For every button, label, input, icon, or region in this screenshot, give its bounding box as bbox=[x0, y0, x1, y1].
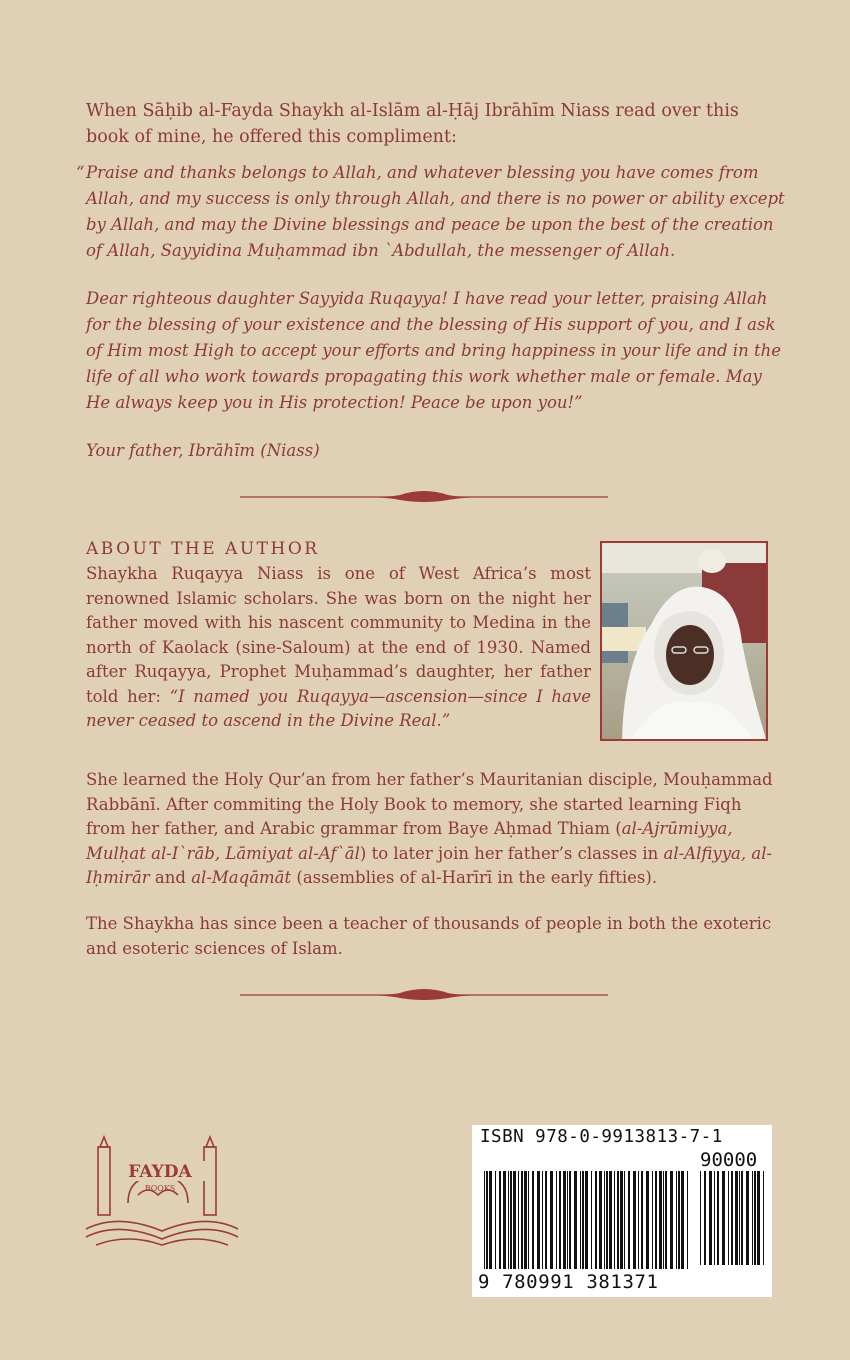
barcode-bar bbox=[714, 1171, 715, 1265]
barcode-bar bbox=[687, 1171, 688, 1269]
about-author-paragraph-2 bbox=[86, 768, 776, 891]
barcode-bar bbox=[752, 1171, 753, 1265]
barcode-bar bbox=[700, 1171, 701, 1265]
barcode-bar bbox=[567, 1171, 568, 1269]
author-photo bbox=[600, 541, 768, 741]
barcode-bar bbox=[595, 1171, 597, 1269]
barcode-bar bbox=[741, 1171, 743, 1265]
barcode-bar bbox=[763, 1171, 764, 1265]
barcode-bar bbox=[484, 1171, 485, 1269]
about-p1-quote: “I named you Ruqayya—ascension—since I have never ceased to ascend in the Divine Real.” bbox=[86, 686, 591, 730]
about-p2-text-c: and bbox=[149, 868, 192, 887]
barcode-bar bbox=[563, 1171, 566, 1269]
ean13-bars bbox=[484, 1171, 690, 1271]
barcode-bar bbox=[503, 1171, 506, 1269]
barcode-bar bbox=[757, 1171, 760, 1265]
barcode-bar bbox=[722, 1171, 725, 1265]
about-p2-text-d: (assemblies of al-Harīrī in the early fifties). bbox=[291, 868, 658, 887]
barcode-bar bbox=[633, 1171, 636, 1269]
barcode-digits: 9 780991 381371 bbox=[478, 1271, 659, 1293]
barcode-bar bbox=[628, 1171, 630, 1269]
barcode-bar bbox=[510, 1171, 512, 1269]
barcode-bar bbox=[508, 1171, 509, 1269]
barcode-bar bbox=[518, 1171, 519, 1269]
barcode-bar bbox=[709, 1171, 712, 1265]
quote-paragraph-1: Praise and thanks belongs to Allah, and whatever blessing you have comes from Allah, and my success is only through Allah, and there is no power or ability except by Allah, and may the Divine blessings and peace be upon the best of the creation of Allah, Sayyidina Muḥammad ibn `Abdullah, the messenger of Allah. bbox=[86, 163, 785, 260]
author-portrait-image bbox=[602, 543, 766, 739]
logo-books-text: BOOKS bbox=[144, 1184, 176, 1193]
logo-name-text: FAYDA bbox=[128, 1162, 192, 1182]
about-p1-text: Shaykha Ruqayya Niass is one of West Africa’s most renowned Islamic scholars. She was born on the night her father moved with his nascent community to Medina in the north of Kaolack (sine-Saloum) at the end of 1930. Named after Ruqayya, Prophet Muḥammad’s daughter, her father told her: bbox=[86, 564, 591, 706]
barcode-bar bbox=[599, 1171, 602, 1269]
quote-signature: Your father, Ibrāhīm (Niass) bbox=[86, 441, 320, 460]
isbn-barcode bbox=[472, 1125, 772, 1297]
barcode-bar bbox=[545, 1171, 547, 1269]
barcode-bar bbox=[495, 1171, 496, 1269]
barcode-bar bbox=[609, 1171, 612, 1269]
barcode-bar bbox=[704, 1171, 706, 1265]
barcode-bar bbox=[556, 1171, 557, 1269]
barcode-bar bbox=[646, 1171, 649, 1269]
about-author-paragraph-3: The Shaykha has since been a teacher of thousands of people in both the exoteric and esoteric sciences of Islam. bbox=[86, 914, 772, 958]
barcode-bar bbox=[528, 1171, 529, 1269]
barcode-bar bbox=[585, 1171, 588, 1269]
barcode-bar bbox=[591, 1171, 592, 1269]
barcode-bar bbox=[574, 1171, 577, 1269]
barcode-bar bbox=[739, 1171, 740, 1265]
barcode-bar bbox=[754, 1171, 756, 1265]
ornament-divider-top bbox=[240, 490, 608, 504]
barcode-bar bbox=[735, 1171, 738, 1265]
barcode-bar bbox=[532, 1171, 534, 1269]
barcode-bar bbox=[550, 1171, 553, 1269]
about-p2-text-b: ) to later join her father’s classes in bbox=[359, 843, 664, 863]
barcode-bar bbox=[580, 1171, 581, 1269]
about-p2-title-2: al-Alfiyya, al-Iḥmirār bbox=[86, 843, 773, 887]
barcode-bar bbox=[542, 1171, 543, 1269]
barcode-bar bbox=[486, 1171, 488, 1269]
barcode-bar bbox=[652, 1171, 653, 1269]
barcode-bar bbox=[641, 1171, 643, 1269]
barcode-bar bbox=[746, 1171, 749, 1265]
intro-text: When Sāḥib al-Fayda Shaykh al-Islām al-Ḥāj Ibrāhīm Niass read over this book of mine, he offered this compliment: bbox=[86, 101, 739, 147]
isbn-label: ISBN 978-0-9913813-7-1 bbox=[480, 1127, 723, 1147]
price-code: 90000 bbox=[700, 1149, 758, 1171]
barcode-bar bbox=[638, 1171, 639, 1269]
barcode-bar bbox=[606, 1171, 608, 1269]
barcode-bar bbox=[537, 1171, 540, 1269]
barcode-bar bbox=[663, 1171, 664, 1269]
fayda-books-logo bbox=[78, 1133, 246, 1263]
barcode-bar bbox=[559, 1171, 561, 1269]
barcode-bar bbox=[617, 1171, 619, 1269]
open-quote-mark: “ bbox=[76, 163, 85, 182]
barcode-bar bbox=[731, 1171, 733, 1265]
barcode-bar bbox=[655, 1171, 657, 1269]
barcode-bar bbox=[728, 1171, 729, 1265]
barcode-bar bbox=[659, 1171, 662, 1269]
quote-paragraph-2: Dear righteous daughter Sayyida Ruqayya! I have read your letter, praising Allah for the blessing of your existence and the blessing of His support of you, and I ask of Him most High to accept your efforts and bring happiness in your life and in the life of all who work towards propagating this work whether male or female. May He always keep you in His protection! Peace be upon you!” bbox=[86, 289, 781, 412]
barcode-bar bbox=[614, 1171, 615, 1269]
barcode-bar bbox=[670, 1171, 673, 1269]
barcode-bar bbox=[665, 1171, 667, 1269]
barcode-bar bbox=[499, 1171, 501, 1269]
about-p2-title-1: al-Ajrūmiyya, Mulḥat al-I`rāb, Lāmiyat al-Af`āl bbox=[86, 819, 733, 863]
barcode-bar bbox=[489, 1171, 492, 1269]
barcode-bar bbox=[513, 1171, 516, 1269]
about-author-heading: ABOUT THE AUTHOR bbox=[86, 539, 320, 559]
ornament-divider-bottom bbox=[240, 988, 608, 1002]
about-author-paragraph-1 bbox=[86, 562, 591, 734]
barcode-bar bbox=[624, 1171, 625, 1269]
barcode-bar bbox=[681, 1171, 684, 1269]
barcode-bar bbox=[569, 1171, 571, 1269]
barcode-bar bbox=[717, 1171, 719, 1265]
barcode-bar bbox=[524, 1171, 527, 1269]
barcode-bar bbox=[676, 1171, 677, 1269]
addon-bars bbox=[700, 1171, 766, 1267]
barcode-bar bbox=[604, 1171, 605, 1269]
barcode-bar bbox=[582, 1171, 584, 1269]
about-p2-title-3: al-Maqāmāt bbox=[191, 868, 292, 887]
niass-quote bbox=[76, 160, 786, 486]
barcode-bar bbox=[521, 1171, 523, 1269]
about-p2-text-a: She learned the Holy Qur’an from her father’s Mauritanian disciple, Mouḥammad Rabbānī. After commiting the Holy Book to memory, she started learning Fiqh from her father, and Arabic grammar from Baye Aḥmad Thiam ( bbox=[86, 770, 773, 838]
barcode-bar bbox=[620, 1171, 623, 1269]
barcode-bar bbox=[678, 1171, 680, 1269]
